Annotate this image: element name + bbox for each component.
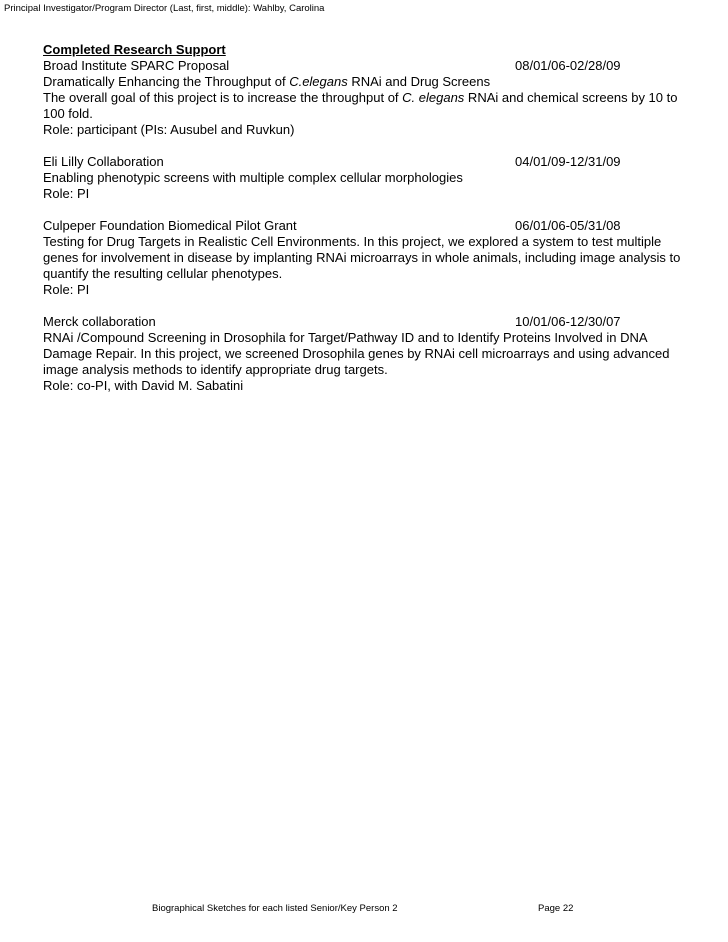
description-text-end: RNAi and chemical screens by 10 to xyxy=(464,90,678,105)
research-support-section xyxy=(43,42,703,410)
project-title xyxy=(43,74,703,90)
project-description-line: image analysis methods to identify appropriate drug targets. xyxy=(43,362,388,377)
page-number: Page 22 xyxy=(538,903,574,914)
project-eli-lilly xyxy=(43,154,703,202)
footer-caption: Biographical Sketches for each listed Senior/Key Person 2 xyxy=(152,903,398,914)
project-title-text: Dramatically Enhancing the Throughput of xyxy=(43,74,290,89)
project-header-row xyxy=(43,154,703,170)
project-header-row xyxy=(43,314,703,330)
project-header-row xyxy=(43,218,703,234)
project-description-line: quantify the resulting cellular phenotypes. xyxy=(43,266,283,281)
project-name: Culpeper Foundation Biomedical Pilot Grant xyxy=(43,218,297,233)
description-text: The overall goal of this project is to increase the throughput of xyxy=(43,90,403,105)
project-description-line: 100 fold. xyxy=(43,106,93,121)
page-header: Principal Investigator/Program Director (Last, first, middle): Wahlby, Carolina xyxy=(4,3,325,14)
project-merck xyxy=(43,314,703,394)
project-title: Enabling phenotypic screens with multiple complex cellular morphologies xyxy=(43,170,463,185)
project-broad-sparc xyxy=(43,58,703,138)
project-role: Role: participant (PIs: Ausubel and Ruvkun) xyxy=(43,122,295,137)
project-culpeper xyxy=(43,218,703,298)
project-dates: 10/01/06-12/30/07 xyxy=(515,314,621,329)
project-description-line: RNAi /Compound Screening in Drosophila for Target/Pathway ID and to Identify Proteins Involved in DNA xyxy=(43,330,648,345)
project-header-row xyxy=(43,58,703,74)
project-role: Role: co-PI, with David M. Sabatini xyxy=(43,378,244,393)
project-dates: 06/01/06-05/31/08 xyxy=(515,218,621,233)
project-dates: 08/01/06-02/28/09 xyxy=(515,58,621,73)
project-description-line: Testing for Drug Targets in Realistic Cell Environments. In this project, we explored a system to test multiple xyxy=(43,234,662,249)
project-description-line: Damage Repair. In this project, we screened Drosophila genes by RNAi cell microarrays and using advanced xyxy=(43,346,670,361)
project-name: Eli Lilly Collaboration xyxy=(43,154,164,169)
project-title-italic: C.elegans xyxy=(289,74,348,89)
section-title: Completed Research Support xyxy=(43,42,226,57)
project-name: Merck collaboration xyxy=(43,314,156,329)
project-name: Broad Institute SPARC Proposal xyxy=(43,58,230,73)
project-description-line: genes for involvement in disease by implanting RNAi microarrays in whole animals, including image analysis to xyxy=(43,250,681,265)
project-title-text-end: RNAi and Drug Screens xyxy=(347,74,491,89)
project-role: Role: PI xyxy=(43,282,90,297)
description-italic: C. elegans xyxy=(402,90,465,105)
project-description-line xyxy=(43,90,703,106)
project-dates: 04/01/09-12/31/09 xyxy=(515,154,621,169)
project-role: Role: PI xyxy=(43,186,90,201)
